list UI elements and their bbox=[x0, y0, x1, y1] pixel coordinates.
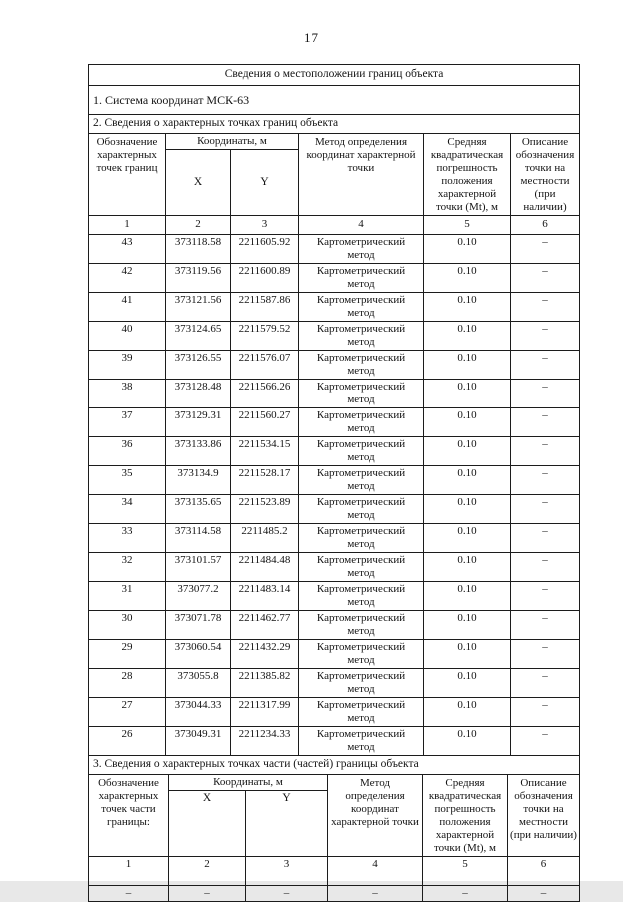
method-value: Картометрический метод bbox=[316, 583, 406, 609]
table-row bbox=[89, 639, 580, 668]
y-cell: 2211576.07 bbox=[231, 350, 299, 379]
method-cell bbox=[299, 611, 424, 640]
y-cell: 2211385.82 bbox=[231, 668, 299, 697]
y-cell: 2211534.15 bbox=[231, 437, 299, 466]
x-cell: 373114.58 bbox=[166, 524, 231, 553]
y-cell: 2211483.14 bbox=[231, 582, 299, 611]
method-value: Картометрический метод bbox=[316, 351, 406, 377]
empty-data-row bbox=[89, 885, 580, 901]
desc-cell: – bbox=[511, 466, 580, 495]
method-cell bbox=[299, 726, 424, 755]
y-cell: 2211600.89 bbox=[231, 263, 299, 292]
header2-designation: Обозначение характерных точек части границы: bbox=[89, 774, 169, 856]
method-cell bbox=[299, 437, 424, 466]
y-cell: 2211432.29 bbox=[231, 639, 299, 668]
column-numbers-row-2 bbox=[89, 856, 580, 885]
table-row bbox=[89, 611, 580, 640]
desc-cell: – bbox=[511, 263, 580, 292]
header-x: X bbox=[166, 150, 231, 216]
table-row bbox=[89, 292, 580, 321]
y-cell: 2211317.99 bbox=[231, 697, 299, 726]
y-cell: 2211528.17 bbox=[231, 466, 299, 495]
column-number: 5 bbox=[423, 856, 508, 885]
mt-cell: 0.10 bbox=[424, 611, 511, 640]
table-row bbox=[89, 350, 580, 379]
mt-cell: 0.10 bbox=[424, 466, 511, 495]
table-row bbox=[89, 263, 580, 292]
column-number: 2 bbox=[166, 215, 231, 234]
empty-cell: – bbox=[423, 885, 508, 901]
header2-x: X bbox=[169, 790, 246, 856]
mt-cell: 0.10 bbox=[424, 495, 511, 524]
point-cell: 34 bbox=[89, 495, 166, 524]
x-cell: 373121.56 bbox=[166, 292, 231, 321]
y-cell: 2211485.2 bbox=[231, 524, 299, 553]
column-number: 3 bbox=[246, 856, 328, 885]
desc-cell: – bbox=[511, 524, 580, 553]
y-cell: 2211560.27 bbox=[231, 408, 299, 437]
desc-cell: – bbox=[511, 408, 580, 437]
table-row bbox=[89, 495, 580, 524]
point-cell: 41 bbox=[89, 292, 166, 321]
method-cell bbox=[299, 553, 424, 582]
table-row bbox=[89, 697, 580, 726]
mt-cell: 0.10 bbox=[424, 639, 511, 668]
section3-title: 3. Сведения о характерных точках части (частей) границы объекта bbox=[89, 755, 580, 774]
method-cell bbox=[299, 466, 424, 495]
point-cell: 39 bbox=[89, 350, 166, 379]
desc-cell: – bbox=[511, 495, 580, 524]
table-row bbox=[89, 234, 580, 263]
empty-cell: – bbox=[508, 885, 580, 901]
desc-cell: – bbox=[511, 639, 580, 668]
desc-cell: – bbox=[511, 697, 580, 726]
column-number: 1 bbox=[89, 856, 169, 885]
x-cell: 373124.65 bbox=[166, 321, 231, 350]
method-value: Картометрический метод bbox=[316, 669, 406, 695]
header-error: Средняя квадратическая погрешность положения характерной точки (Мt), м bbox=[424, 134, 511, 216]
mt-cell: 0.10 bbox=[424, 524, 511, 553]
method-value: Картометрический метод bbox=[316, 438, 406, 464]
empty-cell: – bbox=[89, 885, 169, 901]
mt-cell: 0.10 bbox=[424, 292, 511, 321]
header-row-1 bbox=[89, 134, 580, 150]
method-cell bbox=[299, 234, 424, 263]
method-cell bbox=[299, 408, 424, 437]
header-method: Метод определения координат характерной точки bbox=[299, 134, 424, 216]
x-cell: 373119.56 bbox=[166, 263, 231, 292]
column-number: 1 bbox=[89, 215, 166, 234]
table-row bbox=[89, 668, 580, 697]
y-cell: 2211587.86 bbox=[231, 292, 299, 321]
x-cell: 373128.48 bbox=[166, 379, 231, 408]
method-cell bbox=[299, 292, 424, 321]
method-value: Картометрический метод bbox=[316, 496, 406, 522]
x-cell: 373077.2 bbox=[166, 582, 231, 611]
method-cell bbox=[299, 639, 424, 668]
section2-title: 2. Сведения о характерных точках границ объекта bbox=[89, 115, 580, 134]
point-cell: 26 bbox=[89, 726, 166, 755]
desc-cell: – bbox=[511, 582, 580, 611]
x-cell: 373133.86 bbox=[166, 437, 231, 466]
mt-cell: 0.10 bbox=[424, 379, 511, 408]
method-value: Картометрический метод bbox=[316, 467, 406, 493]
method-value: Картометрический метод bbox=[316, 235, 406, 261]
empty-cell: – bbox=[169, 885, 246, 901]
point-cell: 32 bbox=[89, 553, 166, 582]
header-coordinates: Координаты, м bbox=[166, 134, 299, 150]
method-cell bbox=[299, 321, 424, 350]
y-cell: 2211484.48 bbox=[231, 553, 299, 582]
desc-cell: – bbox=[511, 379, 580, 408]
table-row bbox=[89, 524, 580, 553]
boundary-parts-table bbox=[88, 755, 580, 902]
point-cell: 43 bbox=[89, 234, 166, 263]
point-cell: 37 bbox=[89, 408, 166, 437]
method-value: Картометрический метод bbox=[316, 293, 406, 319]
mt-cell: 0.10 bbox=[424, 350, 511, 379]
x-cell: 373135.65 bbox=[166, 495, 231, 524]
mt-cell: 0.10 bbox=[424, 408, 511, 437]
point-cell: 38 bbox=[89, 379, 166, 408]
column-number: 2 bbox=[169, 856, 246, 885]
table-row bbox=[89, 726, 580, 755]
table-row bbox=[89, 379, 580, 408]
mt-cell: 0.10 bbox=[424, 553, 511, 582]
mt-cell: 0.10 bbox=[424, 668, 511, 697]
x-cell: 373134.9 bbox=[166, 466, 231, 495]
method-cell bbox=[299, 263, 424, 292]
header2-coordinates: Координаты, м bbox=[169, 774, 328, 790]
section3-row bbox=[89, 755, 580, 774]
method-value: Картометрический метод bbox=[316, 380, 406, 406]
page-number: 17 bbox=[304, 30, 319, 45]
coordinate-system-row bbox=[89, 86, 580, 115]
section2-row bbox=[89, 115, 580, 134]
column-numbers-row bbox=[89, 215, 580, 234]
point-cell: 33 bbox=[89, 524, 166, 553]
mt-cell: 0.10 bbox=[424, 726, 511, 755]
mt-cell: 0.10 bbox=[424, 263, 511, 292]
method-cell bbox=[299, 350, 424, 379]
y-cell: 2211579.52 bbox=[231, 321, 299, 350]
desc-cell: – bbox=[511, 234, 580, 263]
point-cell: 35 bbox=[89, 466, 166, 495]
table-row bbox=[89, 582, 580, 611]
point-cell: 31 bbox=[89, 582, 166, 611]
method-cell bbox=[299, 582, 424, 611]
method-value: Картометрический метод bbox=[316, 612, 406, 637]
method-cell bbox=[299, 524, 424, 553]
coordinate-system: 1. Система координат МСК-63 bbox=[89, 86, 580, 115]
column-number: 4 bbox=[328, 856, 423, 885]
desc-cell: – bbox=[511, 437, 580, 466]
header-designation: Обозначение характерных точек границ bbox=[89, 134, 166, 216]
table-row bbox=[89, 437, 580, 466]
mt-cell: 0.10 bbox=[424, 697, 511, 726]
empty-cell: – bbox=[246, 885, 328, 901]
x-cell: 373055.8 bbox=[166, 668, 231, 697]
table-row bbox=[89, 321, 580, 350]
desc-cell: – bbox=[511, 350, 580, 379]
y-cell: 2211234.33 bbox=[231, 726, 299, 755]
header2-error: Средняя квадратическая погрешность положения характерной точки (Мt), м bbox=[423, 774, 508, 856]
header-y: Y bbox=[231, 150, 299, 216]
table-title-row bbox=[89, 65, 580, 86]
desc-cell: – bbox=[511, 611, 580, 640]
document-body bbox=[88, 64, 579, 902]
mt-cell: 0.10 bbox=[424, 437, 511, 466]
y-cell: 2211523.89 bbox=[231, 495, 299, 524]
point-cell: 30 bbox=[89, 611, 166, 640]
point-cell: 27 bbox=[89, 697, 166, 726]
method-value: Картометрический метод bbox=[316, 322, 406, 348]
method-value: Картометрический метод bbox=[316, 525, 406, 551]
desc-cell: – bbox=[511, 321, 580, 350]
mt-cell: 0.10 bbox=[424, 234, 511, 263]
desc-cell: – bbox=[511, 726, 580, 755]
column-number: 6 bbox=[511, 215, 580, 234]
mt-cell: 0.10 bbox=[424, 582, 511, 611]
column-number: 3 bbox=[231, 215, 299, 234]
desc-cell: – bbox=[511, 668, 580, 697]
table-row bbox=[89, 553, 580, 582]
boundary-points-table bbox=[88, 64, 580, 756]
x-cell: 373126.55 bbox=[166, 350, 231, 379]
y-cell: 2211566.26 bbox=[231, 379, 299, 408]
method-value: Картометрический метод bbox=[316, 264, 406, 290]
method-value: Картометрический метод bbox=[316, 698, 406, 724]
method-cell bbox=[299, 668, 424, 697]
header2-description: Описание обозначения точки на местности (при наличии) bbox=[508, 774, 580, 856]
header2-method: Метод определения координат характерной точки bbox=[328, 774, 423, 856]
x-cell: 373101.57 bbox=[166, 553, 231, 582]
point-cell: 42 bbox=[89, 263, 166, 292]
point-cell: 36 bbox=[89, 437, 166, 466]
mt-cell: 0.10 bbox=[424, 321, 511, 350]
x-cell: 373044.33 bbox=[166, 697, 231, 726]
method-cell bbox=[299, 697, 424, 726]
desc-cell: – bbox=[511, 292, 580, 321]
header-description: Описание обозначения точки на местности (при наличии) bbox=[511, 134, 580, 216]
table-title: Сведения о местоположении границ объекта bbox=[89, 65, 580, 86]
point-cell: 28 bbox=[89, 668, 166, 697]
point-cell: 40 bbox=[89, 321, 166, 350]
table-row bbox=[89, 466, 580, 495]
boundary-points-body bbox=[89, 234, 580, 755]
column-number: 4 bbox=[299, 215, 424, 234]
column-number: 5 bbox=[424, 215, 511, 234]
method-value: Картометрический метод bbox=[316, 640, 406, 666]
y-cell: 2211462.77 bbox=[231, 611, 299, 640]
x-cell: 373129.31 bbox=[166, 408, 231, 437]
method-value: Картометрический метод bbox=[316, 554, 406, 580]
x-cell: 373060.54 bbox=[166, 639, 231, 668]
header2-row-1 bbox=[89, 774, 580, 790]
method-cell bbox=[299, 495, 424, 524]
x-cell: 373049.31 bbox=[166, 726, 231, 755]
empty-cell: – bbox=[328, 885, 423, 901]
point-cell: 29 bbox=[89, 639, 166, 668]
desc-cell: – bbox=[511, 553, 580, 582]
method-value: Картометрический метод bbox=[316, 409, 406, 435]
y-cell: 2211605.92 bbox=[231, 234, 299, 263]
method-value: Картометрический метод bbox=[316, 727, 406, 753]
column-number: 6 bbox=[508, 856, 580, 885]
table-row bbox=[89, 408, 580, 437]
x-cell: 373071.78 bbox=[166, 611, 231, 640]
header2-y: Y bbox=[246, 790, 328, 856]
x-cell: 373118.58 bbox=[166, 234, 231, 263]
method-cell bbox=[299, 379, 424, 408]
